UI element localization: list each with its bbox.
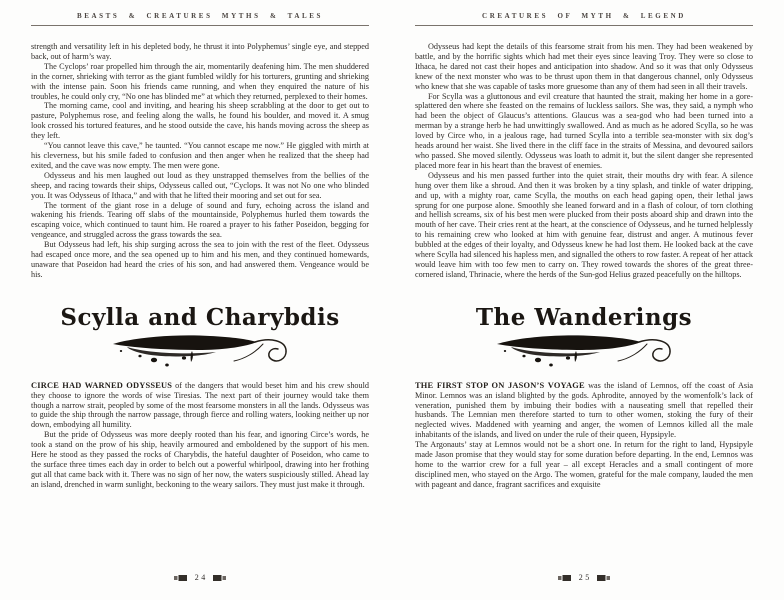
- paragraph: Odysseus and his men passed further into the quiet strait, their mouths dry with fear. A silence hung over them like a shroud. And then it was broken by a tiny splash, and tinkle of water dripping, and up, with a mighty roar, came Scylla, the mouths on each head gaping open, their lethal jaws sprung for one purpose alone. Smoothly she leaned forward and in a flash of colour, of torn clothing and hellish screams, six of his best men were plucked from their posts aboard ship and drawn into the mouth of her cave. Their cries rent at the heart, at the conscience of Odysseus, and he turned helplessly to his remaining crew who looked at him with genuine fear, distrust and anger. A mutinous fever bubbled at the edges of their loyalty, and Odysseus knew he had lost them. He looked back at the cave where Scylla had silenced his hapless men, and signalled the others to row faster. A repeat of her attack would leave him with too few men to carry on. They rowed towards the shores of the great three-cornered island, Thrinacie, where the herds of the Sun-god Helius grazed peacefully on the hilltops.: [415, 170, 753, 279]
- page-body: [415, 26, 753, 573]
- footer-ornament-icon: [174, 575, 187, 581]
- paragraph: Odysseus had kept the details of this fearsome strait from his men. They had been weakened by battle, and by the horrific sights which had met their eyes since leaving Troy. They were so close to Ithaca, he dared not cast their hopes and anticipation into shadow. And so it was that only Odysseus knew of the next monster who was to be thrust upon them in that dangerous channel, only Odysseus who knew that she was capable of tasks more gruesome than any of them had seen in all their travels.: [415, 42, 753, 91]
- lead-phrase: CIRCE HAD WARNED ODYSSEUS: [31, 380, 173, 390]
- running-header: CREATURES OF MYTH & LEGEND: [415, 12, 753, 26]
- page-footer: [31, 573, 369, 590]
- paragraph: The torment of the giant rose in a deluge of sound and fury, echoing across the island and wakening his friends. Tearing off slabs of the mountainside, Polyphemus hurled them towards the escaping voice, which continued to taunt him. He roared a prayer to his father Poseidon, begging for vengeance, and struggled across the grass towards the sea.: [31, 200, 369, 240]
- paragraph: The Cyclops’ roar propelled him through the air, momentarily deafening him. The men shuddered in the corner, shrieking with terror as the giant fumbled wildly for his torturers, grunting and shrieking with the intense pain. Soon his friends came running, and when they enquired the nature of his troubles, he could only cry, “No one has blinded me” at which they returned, perplexed to their homes.: [31, 61, 369, 101]
- paragraph: Odysseus and his men laughed out loud as they unstrapped themselves from the bellies of the sheep, and racing towards their ships, Odysseus called out, “Cyclops. It was not No one who blinded you. It was Odysseus of Ithaca,” and with that he lifted their mooring and set out for sea.: [31, 170, 369, 200]
- paragraph: The Argonauts’ stay at Lemnos would not be a short one. In return for the right to land, Hypsipyle made Jason promise that they would stay for some duration before departing. In the end, Lemnos was home to the warrior crew for a full year – all except Heracles and a small contingent of more disciplined men, who stayed on the Argo. The women, grateful for the male company, lauded the men with pageant and dance, fragrant sacrifices and exquisite: [415, 440, 753, 489]
- footer-ornament-icon: [597, 575, 610, 581]
- lead-phrase: THE FIRST STOP ON JASON’S VOYAGE: [415, 380, 585, 390]
- page-body: [31, 26, 369, 573]
- paragraph: strength and versatility left in his depleted body, he thrust it into Polyphemus’ single eye, and stepped back, out of harm’s way.: [31, 42, 369, 61]
- lead-text: was the island of Lemnos, off the coast of Asia Minor. Lemnos was an island blighted by the gods. Aphrodite, annoyed by the womenfolk’s lack of veneration, punished them by imbuing their bodies with a nauseating smell that repelled their husbands. The Lemnian men therefore started to turn to other women, stoking the fury of their neglected wives. Maddened with yearning and anger, the women of Lemnos killed all the male inhabitants of the islands, and lived on under the rule of their queen, Hypsipyle.: [415, 380, 754, 440]
- paragraph: “You cannot leave this cave,” he taunted. “You cannot escape me now.” He giggled with mirth at his cleverness, but his smile faded to confusion and then anger when he realized that the sheep had exited, and the cave was now empty. The men were gone.: [31, 141, 369, 170]
- paragraph: But the pride of Odysseus was more deeply rooted than his fear, and ignoring Circe’s words, he took a stand on the prow of his ship, heavily armoured and emboldened by the support of his men. Here he stood as they passed the rocks of Charybdis, the hateful daughter of Poseidon, who came to the surface three times each day in order to belch out a powerful whirlpool, drawing into her frothing gut all that came back with it. There was no sign of her now, the waters suspiciously stilled. Ahead lay an island, drenched in warm sunlight, beckoning to the weary sailors. They must just make it through.: [31, 430, 369, 489]
- footer-ornament-icon: [558, 575, 571, 581]
- ink-flourish-icon: [492, 332, 677, 372]
- paragraph: [31, 381, 369, 431]
- paragraph: For Scylla was a gluttonous and evil creature that haunted the strait, making her home in a gore-splattered den where she feasted on the remains of luckless sailors. She was, they said, a nymph who had been the object of Glaucus’s attentions. Glaucus was a sea-god who had been turned into a merman by a strange herb he had unwittingly swallowed. And as much as he adored Scylla, so he was loved by Circe who, in a jealous rage, had turned Scylla into a terrible sea-monster with six dog’s heads around her waist. She lived there in the cliff face in the straits of Messina, and devoured sailors who passed. She moved silently. Odysseus was loath to admit it, but the silent danger she represented placed more fear in his heart than the bravest of enemies.: [415, 91, 753, 170]
- section-title: The Wanderings: [475, 303, 693, 331]
- page-number: 25: [578, 573, 592, 582]
- paragraph: But Odysseus had left, his ship surging across the sea to join with the rest of the fleet. Odysseus had escaped once more, and the sea opened up to him and his men, and they continued homewards, unaware that Poseidon had heard the cries of his son, and had answered them. Vengeance would be his.: [31, 240, 369, 279]
- paragraph: The morning came, cool and inviting, and hearing his sheep scrabbling at the door to get out to pasture, Polyphemus rose, and feeling along the walls, he found his boulder, and moved it. A smug look crossed his tortured features, and he stood outside the cave, his hands moving across the sheep as they left.: [31, 101, 369, 141]
- running-header: BEASTS & CREATURES MYTHS & TALES: [31, 12, 369, 26]
- page-number: 24: [194, 573, 208, 582]
- page-right: [392, 0, 784, 600]
- section-title: Scylla and Charybdis: [60, 303, 340, 331]
- footer-ornament-icon: [213, 575, 226, 581]
- lead-text: of the dangers that would beset him and his crew should they choose to ignore the words of wise Tiresias. The next part of their journey would take them though a narrow strait, peopled by some of the most fearsome monsters in all the lands. Odysseus was to guide the ship through the narrow passage, through fierce and rolling waters, looking neither up nor down, embodying all humility.: [31, 380, 369, 430]
- page-footer: [415, 573, 753, 590]
- ink-flourish-icon: [108, 332, 293, 372]
- paragraph: [415, 381, 753, 440]
